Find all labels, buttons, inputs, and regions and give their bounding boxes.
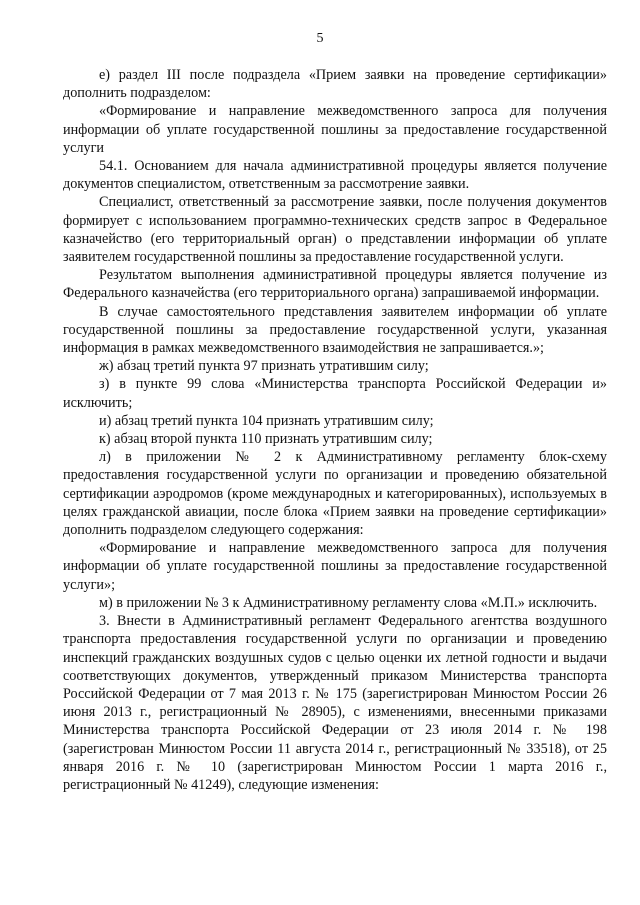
paragraph-subsection-title: «Формирование и направление межведомственного запроса для получения информации об уплате государственной пошлины за предоставление государственной услуги	[63, 103, 607, 156]
paragraph-l: л) в приложении № 2 к Административному регламенту блок-схему предоставления государственной услуги по организации и проведению обязательной сертификации аэродромов (кроме международных и категорированных), используемых в целях гражданской авиации, после блока «Прием заявки на проведение сертификации» дополнить подразделом следующего содержания:	[63, 449, 607, 539]
paragraph-i: и) абзац третий пункта 104 признать утратившим силу;	[99, 412, 434, 429]
paragraph-m: м) в приложении № 3 к Административному регламенту слова «М.П.» исключить.	[99, 594, 598, 611]
paragraph-self-submission: В случае самостоятельного представления заявителем информации об уплате государственной пошлины за предоставление государственной услуги, указанная информация в рамках межведомственного взаимодействия не запрашивается.»;	[63, 303, 607, 357]
paragraph-specialist: Специалист, ответственный за рассмотрение заявки, после получения документов формирует с использованием программно-технических средств запрос в Федеральное казначейство (его территориальный орган) о представлении информации об уплате заявителем государственной пошлины за предоставление государственной услуги.	[63, 194, 607, 266]
paragraph-54-1: 54.1. Основанием для начала административной процедуры является получение документов специалистом, ответственным за рассмотрение заявки.	[63, 158, 607, 193]
paragraph-block-title: «Формирование и направление межведомственного запроса для получения информации об уплате государственной пошлины за предоставление государственной услуги»;	[63, 540, 607, 593]
page-number: 5	[316, 31, 324, 46]
paragraph-k: к) абзац второй пункта 110 признать утратившим силу;	[99, 431, 433, 448]
paragraph-e: е) раздел III после подраздела «Прием заявки на проведение сертификации» дополнить подразделом:	[63, 67, 607, 102]
paragraph-zh: ж) абзац третий пункта 97 признать утратившим силу;	[99, 358, 429, 375]
document-body	[63, 66, 607, 794]
paragraph-3: 3. Внести в Административный регламент Федерального агентства воздушного транспорта предоставления государственной услуги по организации и проведению инспекций гражданских воздушных судов с целью оценки их летной годности и выдачи соответствующих документов, утвержденный приказом Министерства транспорта Российской Федерации от 7 мая 2013 г. № 175 (зарегистрирован Минюстом России 26 июня 2013 г., регистрационный № 28905), с изменениями, внесенными приказами Министерства транспорта Российской Федерации от 23 июля 2014 г. № 198 (зарегистрован Минюстом России 11 августа 2014 г., регистрационный № 33518), от 25 января 2016 г. № 10 (зарегистрирован Минюстом России 1 марта 2016 г., регистрационный № 41249), следующие изменения:	[63, 613, 607, 793]
paragraph-result: Результатом выполнения административной процедуры является получение из Федерального казначейства (его территориального органа) запрашиваемой информации.	[63, 267, 607, 302]
paragraph-z: з) в пункте 99 слова «Министерства транспорта Российской Федерации и» исключить;	[63, 376, 607, 411]
